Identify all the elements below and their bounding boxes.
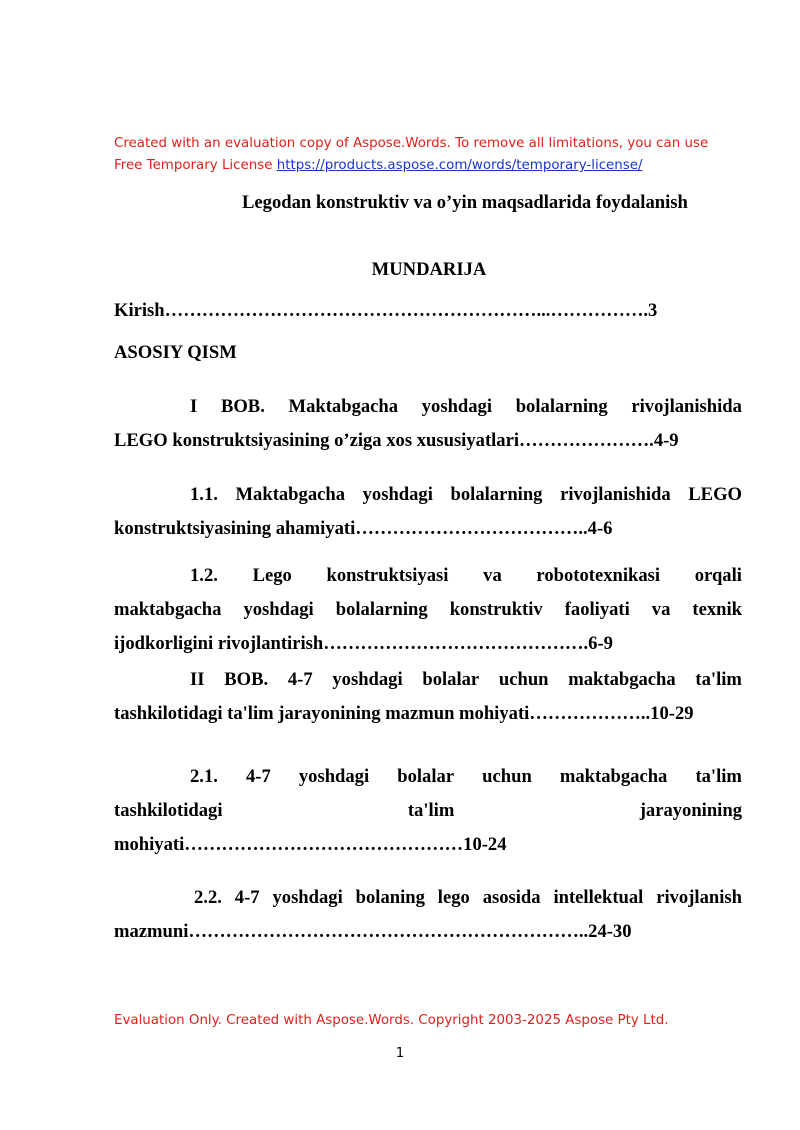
toc-entry-section-2-1-line3: mohiyati………………………………………10-24 bbox=[114, 834, 507, 855]
toc-word: maktabgacha bbox=[559, 766, 668, 787]
license-label: Free Temporary License bbox=[114, 158, 273, 173]
toc-word: bolalarning bbox=[450, 484, 543, 505]
toc-word: faoliyati bbox=[564, 599, 630, 620]
toc-entry-chapter-1[interactable] bbox=[114, 390, 742, 458]
toc-word: maktabgacha bbox=[114, 599, 222, 620]
toc-word: robototexnikasi bbox=[536, 565, 661, 586]
toc-word: lego bbox=[437, 887, 470, 908]
toc-word: 1.2. bbox=[190, 565, 218, 586]
toc-word: maktabgacha bbox=[568, 669, 676, 690]
toc-entry-intro[interactable]: Kirish……………………………………………………...…………….3 bbox=[114, 300, 658, 321]
justified-line bbox=[114, 663, 742, 697]
toc-word: jarayonining bbox=[639, 800, 742, 821]
toc-word: intellektual bbox=[553, 887, 644, 908]
toc-word: ta'lim bbox=[695, 766, 742, 787]
toc-word: 4-7 bbox=[245, 766, 271, 787]
evaluation-notice-line1: Created with an evaluation copy of Aspose.Words. To remove all limitations, you can use bbox=[114, 136, 709, 151]
toc-word: yoshdagi bbox=[362, 484, 433, 505]
toc-word: BOB. bbox=[220, 396, 265, 417]
toc-word: ta'lim bbox=[407, 800, 455, 821]
toc-word: va bbox=[483, 565, 502, 586]
toc-word: yoshdagi bbox=[298, 766, 370, 787]
toc-heading: MUNDARIJA bbox=[371, 259, 487, 280]
toc-word: bolalar bbox=[397, 766, 455, 787]
toc-word: yoshdagi bbox=[272, 887, 343, 908]
toc-word: asosida bbox=[482, 887, 541, 908]
toc-word: konstruktiv bbox=[449, 599, 543, 620]
toc-word: Maktabgacha bbox=[288, 396, 399, 417]
toc-word: I bbox=[190, 396, 198, 417]
toc-word: 4-7 bbox=[234, 887, 260, 908]
toc-word: Lego bbox=[252, 565, 292, 586]
justified-line bbox=[114, 478, 742, 512]
toc-main-part-label: ASOSIY QISM bbox=[114, 342, 237, 363]
toc-entry-section-1-1[interactable] bbox=[114, 478, 742, 546]
document-title: Legodan konstruktiv va o’yin maqsadlarida foydalanish bbox=[242, 192, 688, 213]
toc-entry-chapter-2[interactable] bbox=[114, 663, 742, 731]
toc-word: yoshdagi bbox=[421, 396, 493, 417]
evaluation-notice-line2 bbox=[114, 155, 708, 177]
toc-word: va bbox=[651, 599, 671, 620]
toc-word: konstruktsiyasi bbox=[326, 565, 449, 586]
toc-word: tashkilotidagi bbox=[114, 800, 223, 821]
license-link[interactable]: https://products.aspose.com/words/temporary-license/ bbox=[276, 158, 643, 173]
toc-entry-section-2-2[interactable] bbox=[114, 881, 742, 949]
toc-word: bolaning bbox=[355, 887, 425, 908]
toc-word: 1.1. bbox=[190, 484, 218, 505]
toc-word: orqali bbox=[694, 565, 742, 586]
toc-word: II bbox=[190, 669, 205, 690]
toc-word: uchun bbox=[498, 669, 549, 690]
justified-line bbox=[114, 760, 742, 794]
toc-word: yoshdagi bbox=[243, 599, 314, 620]
toc-word: bolalar bbox=[422, 669, 480, 690]
toc-word: bolalarning bbox=[515, 396, 608, 417]
toc-entry-section-2-1[interactable] bbox=[114, 760, 742, 862]
toc-entry-section-2-2-line2: mazmuni………………………………………………………..24-30 bbox=[114, 921, 632, 942]
toc-entry-section-1-2[interactable] bbox=[114, 559, 742, 661]
toc-word: 2.2. bbox=[194, 887, 222, 908]
toc-word: BOB. bbox=[224, 669, 269, 690]
evaluation-footer: Evaluation Only. Created with Aspose.Words. Copyright 2003-2025 Aspose Pty Ltd. bbox=[114, 1013, 669, 1028]
page-number: 1 bbox=[395, 1046, 405, 1061]
justified-line bbox=[114, 881, 742, 915]
toc-word: 4-7 bbox=[287, 669, 313, 690]
toc-word: uchun bbox=[482, 766, 532, 787]
justified-line bbox=[114, 593, 742, 627]
toc-word: 2.1. bbox=[190, 766, 218, 787]
toc-word: rivojlanishida bbox=[560, 484, 671, 505]
justified-line bbox=[114, 794, 742, 828]
toc-word: rivojlanish bbox=[656, 887, 742, 908]
toc-word: yoshdagi bbox=[332, 669, 403, 690]
toc-word: rivojlanishida bbox=[631, 396, 742, 417]
evaluation-notice bbox=[114, 133, 708, 177]
toc-entry-section-1-2-line3: ijodkorligini rivojlantirish…………………………………….6-9 bbox=[114, 633, 613, 654]
justified-line bbox=[114, 559, 742, 593]
toc-word: texnik bbox=[692, 599, 742, 620]
toc-word: bolalarning bbox=[335, 599, 428, 620]
toc-entry-section-1-1-line2: konstruktsiyasining ahamiyati………………………………..4-6 bbox=[114, 518, 613, 539]
toc-word: LEGO bbox=[688, 484, 742, 505]
toc-entry-chapter-1-line2: LEGO konstruktsiyasining o’ziga xos xususiyatlari………………….4-9 bbox=[114, 430, 679, 451]
toc-word: Maktabgacha bbox=[235, 484, 346, 505]
justified-line bbox=[114, 390, 742, 424]
toc-word: ta'lim bbox=[695, 669, 742, 690]
toc-entry-chapter-2-line2: tashkilotidagi ta'lim jarayonining mazmun mohiyati………………..10-29 bbox=[114, 703, 694, 724]
